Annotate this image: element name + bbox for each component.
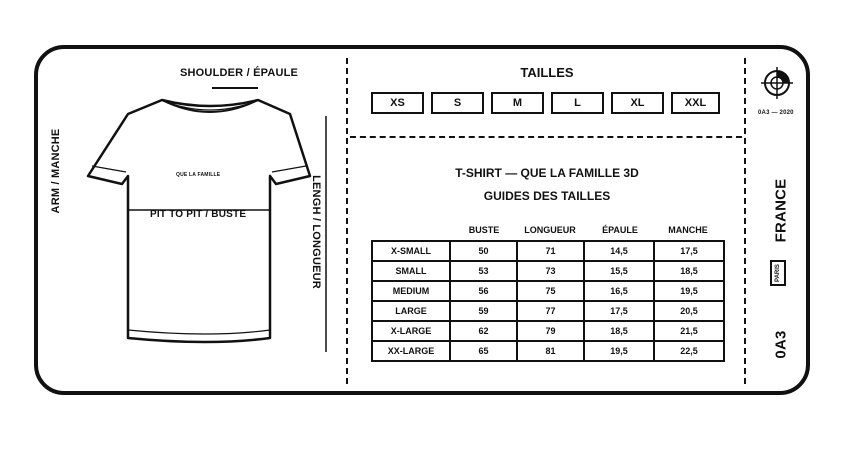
- city-badge: [770, 260, 786, 286]
- size-option-m: M: [491, 92, 544, 114]
- table-row: [372, 301, 724, 321]
- size-cell: SMALL: [372, 261, 450, 281]
- buste-cell: 62: [450, 321, 517, 341]
- longueur-cell: 75: [517, 281, 584, 301]
- buste-cell: 65: [450, 341, 517, 361]
- logo-caption: 0A3 — 2020: [758, 110, 794, 116]
- manche-cell: 17,5: [654, 241, 724, 261]
- size-cell: MEDIUM: [372, 281, 450, 301]
- table-row: [372, 321, 724, 341]
- size-option-s: S: [431, 92, 484, 114]
- column-header-epaule: ÉPAULE: [602, 225, 638, 235]
- divider-left: [346, 58, 348, 384]
- tshirt-print-text: QUE LA FAMILLE: [176, 172, 221, 178]
- length-label: LENGH / LONGUEUR: [310, 175, 322, 289]
- table-row: [372, 281, 724, 301]
- size-option-xl: XL: [611, 92, 664, 114]
- size-option-xs: XS: [371, 92, 424, 114]
- tshirt-outline-icon: [70, 80, 340, 360]
- country-label: FRANCE: [772, 178, 790, 243]
- brand-name: 0A3: [772, 330, 790, 359]
- buste-cell: 59: [450, 301, 517, 321]
- epaule-cell: 14,5: [584, 241, 654, 261]
- epaule-cell: 16,5: [584, 281, 654, 301]
- size-option-l: L: [551, 92, 604, 114]
- city-label: PARIS: [775, 264, 781, 282]
- manche-cell: 20,5: [654, 301, 724, 321]
- guide-subtitle: GUIDES DES TAILLES: [483, 189, 611, 203]
- manche-cell: 18,5: [654, 261, 724, 281]
- crosshair-logo-icon: [760, 66, 794, 100]
- size-cell: X-LARGE: [372, 321, 450, 341]
- divider-right: [744, 58, 746, 384]
- divider-horizontal: [350, 136, 742, 138]
- table-row: [372, 341, 724, 361]
- size-option-xxl: XXL: [671, 92, 720, 114]
- manche-cell: 19,5: [654, 281, 724, 301]
- column-header-longueur: LONGUEUR: [524, 225, 576, 235]
- longueur-cell: 71: [517, 241, 584, 261]
- sizes-header: TAILLES: [520, 65, 574, 80]
- size-cell: XX-LARGE: [372, 341, 450, 361]
- longueur-cell: 77: [517, 301, 584, 321]
- column-header-buste: BUSTE: [468, 225, 500, 235]
- buste-cell: 50: [450, 241, 517, 261]
- manche-cell: 21,5: [654, 321, 724, 341]
- shoulder-label: SHOULDER / ÉPAULE: [180, 67, 299, 79]
- longueur-cell: 81: [517, 341, 584, 361]
- table-row: [372, 241, 724, 261]
- size-table: [371, 240, 725, 362]
- epaule-cell: 19,5: [584, 341, 654, 361]
- size-cell: X-SMALL: [372, 241, 450, 261]
- buste-cell: 56: [450, 281, 517, 301]
- pit-to-pit-label: PIT TO PIT / BUSTE: [150, 209, 247, 220]
- longueur-cell: 73: [517, 261, 584, 281]
- arm-label: ARM / MANCHE: [50, 128, 62, 214]
- buste-cell: 53: [450, 261, 517, 281]
- epaule-cell: 17,5: [584, 301, 654, 321]
- epaule-cell: 15,5: [584, 261, 654, 281]
- guide-title: T-SHIRT — QUE LA FAMILLE 3D: [455, 166, 639, 180]
- epaule-cell: 18,5: [584, 321, 654, 341]
- table-row: [372, 261, 724, 281]
- longueur-cell: 79: [517, 321, 584, 341]
- column-header-manche: MANCHE: [668, 225, 708, 235]
- size-cell: LARGE: [372, 301, 450, 321]
- manche-cell: 22,5: [654, 341, 724, 361]
